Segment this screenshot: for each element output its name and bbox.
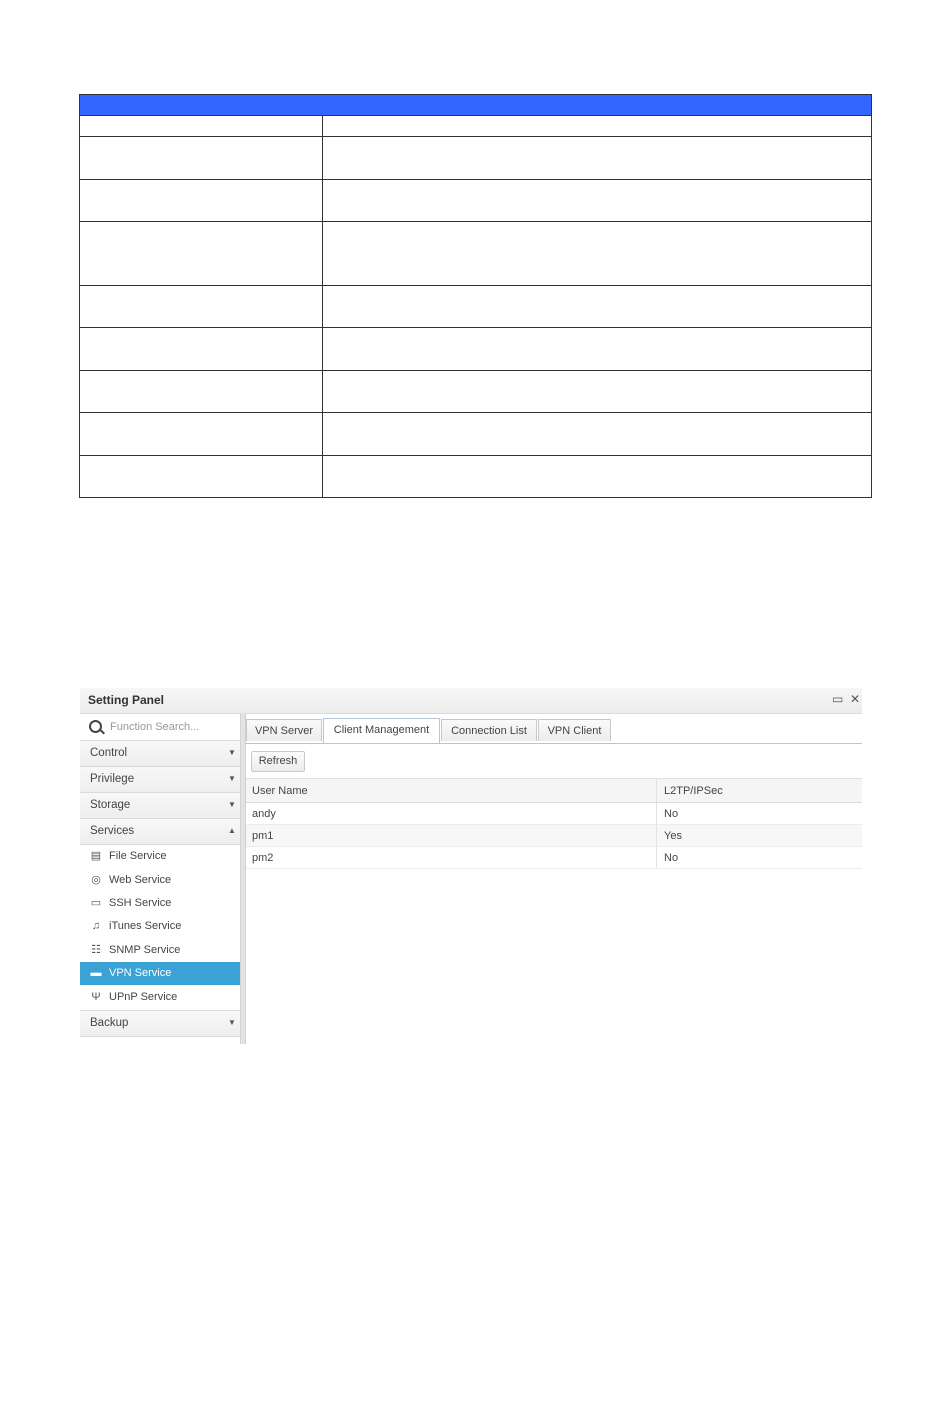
category-label: Privilege (90, 773, 135, 785)
chevron-down-icon: ▼ (228, 748, 236, 757)
cell-user-name: pm2 (252, 852, 274, 864)
sidebar-item-itunes-service[interactable] (80, 915, 240, 938)
search-icon (89, 720, 102, 733)
tab-connection-list[interactable]: Connection List (441, 719, 537, 741)
sidebar (80, 714, 241, 1044)
terminal-icon: ▭ (90, 897, 102, 909)
sidebar-item-label: File Service (109, 850, 167, 862)
sidebar-item-label: UPnP Service (109, 991, 178, 1003)
cell-l2tp-ipsec: No (664, 808, 679, 820)
sidebar-item-web-service[interactable] (80, 869, 240, 892)
spec-table-row (80, 286, 872, 328)
spec-table-row (80, 137, 872, 180)
chevron-down-icon: ▼ (228, 800, 236, 809)
category-label: Backup (90, 1017, 129, 1029)
category-label: Control (90, 747, 128, 759)
column-divider (656, 779, 657, 802)
function-search-input[interactable] (108, 718, 237, 736)
sidebar-item-ssh-service[interactable] (80, 892, 240, 915)
antenna-icon: Ψ (91, 991, 101, 1003)
category-label: Storage (90, 799, 131, 811)
cell-l2tp-ipsec: Yes (664, 830, 682, 842)
sidebar-category-control[interactable] (80, 741, 240, 767)
chevron-down-icon: ▼ (228, 1018, 236, 1027)
network-tree-icon: ☷ (91, 944, 101, 956)
sidebar-item-label: SSH Service (109, 897, 172, 909)
sidebar-category-privilege[interactable] (80, 767, 240, 793)
sidebar-category-services[interactable] (80, 819, 240, 845)
main-content (246, 714, 862, 1044)
column-header-user-name[interactable]: User Name (252, 785, 308, 797)
chevron-up-icon: ▲ (228, 826, 236, 835)
cell-user-name: pm1 (252, 830, 274, 842)
column-divider (656, 825, 657, 846)
column-divider (656, 803, 657, 824)
spec-table-row (80, 222, 872, 286)
setting-panel-window (80, 688, 862, 1044)
spec-table-row (80, 413, 872, 456)
spec-table-row (80, 456, 872, 498)
sidebar-item-label: VPN Service (109, 967, 172, 979)
panel-title: Setting Panel (88, 693, 165, 707)
sidebar-category-backup[interactable] (80, 1010, 240, 1037)
sidebar-item-label: iTunes Service (109, 920, 182, 932)
client-grid (246, 779, 862, 869)
toolbar (246, 744, 862, 779)
category-label: Services (90, 825, 135, 837)
column-header-l2tp-ipsec[interactable]: L2TP/IPSec (664, 785, 723, 797)
sidebar-category-storage[interactable] (80, 793, 240, 819)
cell-l2tp-ipsec: No (664, 852, 679, 864)
function-search (80, 714, 240, 741)
grid-header-row (246, 779, 862, 803)
sidebar-item-snmp-service[interactable] (80, 939, 240, 962)
spec-table-row (80, 116, 872, 137)
music-note-icon: ♫ (91, 920, 101, 932)
folder-icon: ▤ (90, 850, 102, 862)
tab-vpn-server[interactable]: VPN Server (246, 719, 322, 741)
chevron-down-icon: ▼ (228, 774, 236, 783)
sidebar-item-upnp-service[interactable] (80, 986, 240, 1009)
tab-client-management[interactable]: Client Management (323, 718, 440, 743)
sidebar-item-label: SNMP Service (109, 944, 181, 956)
refresh-button[interactable]: Refresh (251, 751, 305, 772)
spec-table (79, 94, 872, 498)
tab-vpn-client[interactable]: VPN Client (538, 719, 611, 741)
spec-table-row (80, 180, 872, 222)
globe-icon: ◎ (91, 874, 101, 886)
sidebar-item-vpn-service[interactable] (80, 962, 240, 985)
sidebar-item-file-service[interactable] (80, 845, 240, 868)
table-row[interactable] (246, 825, 862, 847)
spec-table-row (80, 328, 872, 371)
restore-window-icon[interactable]: ▭ (832, 692, 844, 706)
tab-bar (246, 714, 862, 744)
vpn-icon: ▬ (90, 967, 102, 979)
table-row[interactable] (246, 803, 862, 825)
panel-titlebar (80, 688, 862, 714)
column-divider (656, 847, 657, 868)
table-row[interactable] (246, 847, 862, 869)
spec-table-header (80, 95, 872, 116)
sidebar-item-label: Web Service (109, 874, 172, 886)
spec-table-row (80, 371, 872, 413)
cell-user-name: andy (252, 808, 276, 820)
close-icon[interactable]: ✕ (850, 692, 861, 706)
